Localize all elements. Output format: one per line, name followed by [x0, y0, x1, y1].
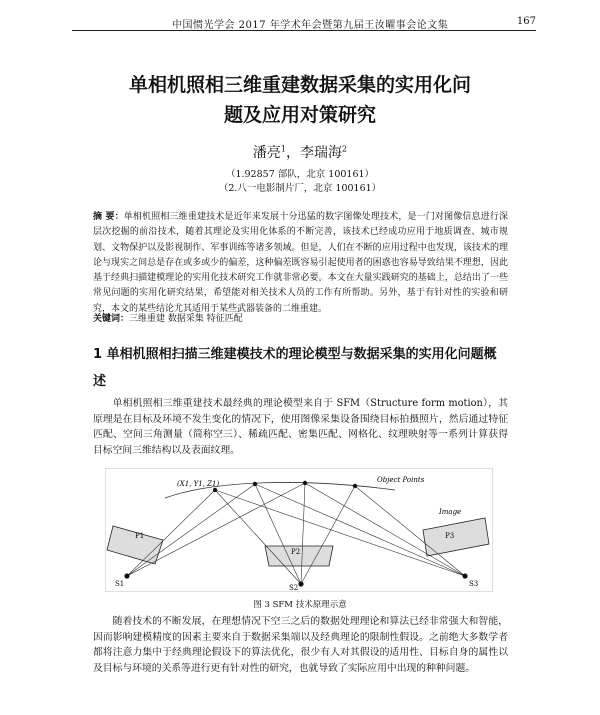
author-2: 李瑞海 — [300, 145, 342, 161]
title-line-2: 题及应用对策研究 — [223, 104, 376, 126]
keywords-text: 三维重建 数据采集 特征匹配 — [129, 314, 243, 324]
author-2-affil: 2 — [342, 144, 348, 154]
point-label: (X1, Y1, Z1) — [177, 480, 220, 488]
paper-title — [60, 70, 540, 130]
figure-caption: 图 3 SFM 技术原理示意 — [253, 600, 347, 610]
s2-label: S2 — [289, 584, 299, 592]
page-number: 167 — [516, 16, 536, 27]
s3-label: S3 — [469, 580, 479, 588]
section-title: 单相机照相扫描三维建模技术的理论模型与数据采集的实用化问题概述 — [93, 347, 497, 389]
section-number: 1 — [93, 347, 103, 362]
s1-label: S1 — [115, 580, 125, 588]
object-points-label: Object Points — [377, 476, 425, 484]
author-1-affil: 1 — [280, 144, 286, 154]
affiliation-1: （1.92857 部队，北京 100161） — [225, 169, 375, 180]
p1-label: P1 — [135, 532, 145, 540]
conference-name: 中国惯光学会 2017 年学术年会暨第九届王汝曜事会论文集 — [172, 20, 449, 31]
author-list — [0, 142, 600, 162]
body-paragraph-1: 单相机照相三维重建技术最经典的理论模型来自于 SFM（Structure form motion），其原理是在目标及环境不发生变化的情况下，使用图像采集设备围绕目标拍摄照片，然后通过特征匹配、空间三角测量（简称空三）、稀疏匹配、密集匹配、网格化、纹理映射等一系列计算获得目标空间三维结构以及表面纹理。 — [93, 398, 508, 456]
running-header — [72, 14, 536, 31]
keywords — [93, 311, 243, 324]
affiliation-2: （2.八一电影制片厂，北京 100161） — [218, 183, 382, 194]
keywords-label: 关键词： — [93, 314, 130, 324]
author-separator: ， — [286, 145, 300, 161]
image-label: Image — [439, 508, 462, 516]
p3-label: P3 — [445, 532, 455, 540]
author-1: 潘亮 — [252, 145, 281, 161]
p2-label: P2 — [291, 548, 301, 556]
abstract-text: 单相机照相三维重建技术是近年来发展十分迅猛的数字图像处理技术，是一门对图像信息进行深层次挖掘的前沿技术，随着其理论及实用化体系的不断完善，该技术已经成功应用于地质调查、城市规划、文物保护以及影视制作、军事训练等诸多领域。但是，人们在不断的应用过程中也发现，该技术的理论与现实之间总是存在或多或少的偏差，这种偏差既容易引起使用者的困惑也容易导致结果不理想，因此基于经典扫描建模理论的实用化技术研究工作就非常必要。本文在大量实践研究的基础上，总结出了一些常见问题的实用化研究结果，希望能对相关技术人员的工作有所帮助。另外，基于有针对性的实验和研究，本文的某些结论尤其适用于某些武器装备的二维重建。 — [93, 212, 508, 314]
section-heading — [93, 341, 508, 395]
title-line-1: 单相机照相三维重建数据采集的实用化问 — [128, 74, 471, 96]
abstract — [93, 210, 508, 317]
body-paragraph-2: 随着技术的不断发展，在理想情况下空三之后的数据处理理论和算法已经非常强大和智能，因而影响建模精度的因素主要来自于数据采集端以及经典理论的限制性假设。之前绝大多数学者都将注意力集中于经典理论假设下的算法优化，很少有人对其假设的适用性、目标自身的属性以及目标与环境的关系等进行更有针对性的研究，也就导致了实际应用中出现的种种问题。 — [93, 616, 508, 674]
sfm-diagram — [105, 468, 493, 592]
abstract-label: 摘 要： — [93, 212, 124, 222]
